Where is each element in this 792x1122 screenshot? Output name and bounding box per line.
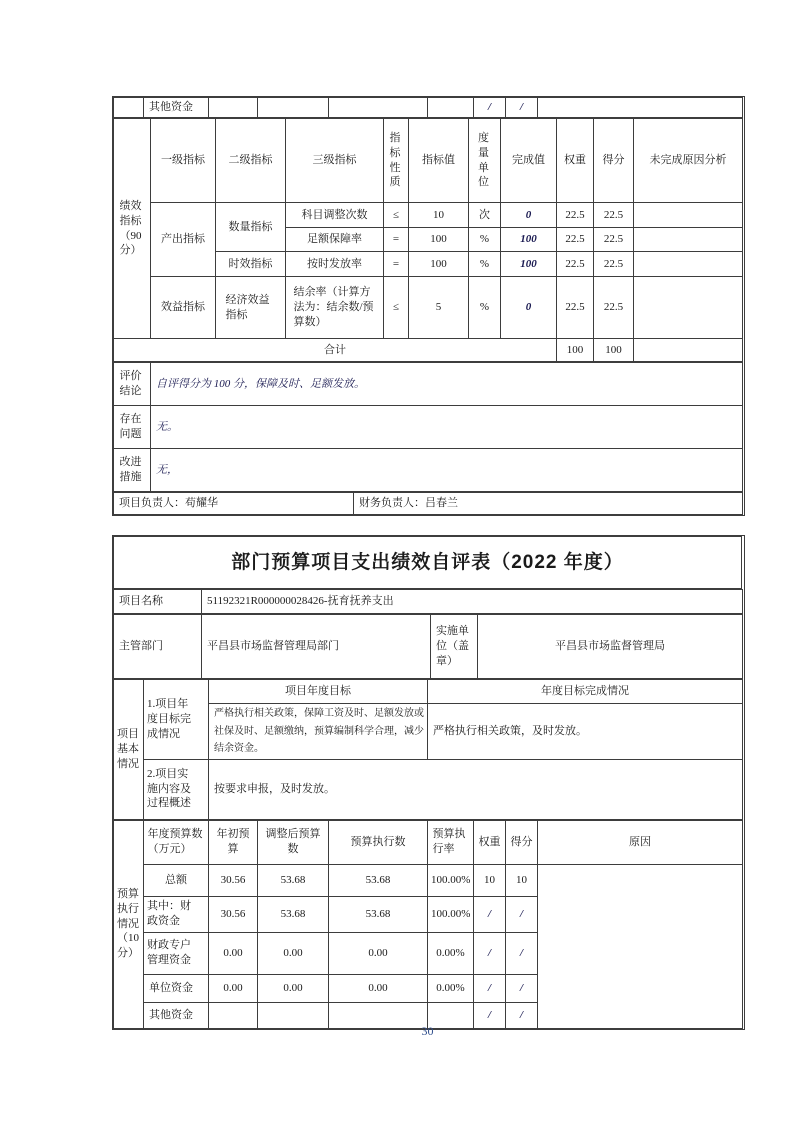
header-reason: 未完成原因分析 [634, 119, 743, 203]
project-name-label: 项目名称 [114, 590, 202, 614]
goal-text: 严格执行相关政策，保障工资及时、足额发放或社保及时、足额缴纳，预算编制科学合理，减少结余资金。 [209, 704, 428, 760]
indicator-actual: 0 [501, 277, 557, 339]
header-score: 得分 [594, 119, 634, 203]
indicator-weight: 22.5 [557, 203, 594, 228]
problems-row [114, 406, 743, 449]
budget-score: / [506, 974, 538, 1002]
indicator-row [114, 203, 743, 228]
indicator-target: 100 [409, 228, 469, 252]
indicator-name: 按时发放率 [286, 252, 384, 277]
perf-section-label: 绩效指标（90分） [114, 119, 151, 339]
goal-header: 项目年度目标 [209, 680, 428, 704]
budget-weight: / [474, 1002, 506, 1028]
project-name-band [113, 589, 743, 614]
signers-row [114, 493, 743, 515]
budget-initial: 30.56 [209, 896, 258, 932]
budget-header-weight: 权重 [474, 820, 506, 864]
selfeval-table-2022 [112, 535, 745, 1030]
budget-header-rate: 预算执行率 [428, 820, 474, 864]
done-text: 严格执行相关政策，及时发放。 [428, 704, 743, 760]
cell-empty [428, 98, 474, 118]
indicator-unit: % [469, 228, 501, 252]
header-level3: 三级指标 [286, 119, 384, 203]
budget-row-label: 总额 [144, 864, 209, 896]
budget-row-label: 单位资金 [144, 974, 209, 1002]
budget-header-annual: 年度预算数（万元） [144, 820, 209, 864]
indicator-reason [634, 252, 743, 277]
budget-rate: 0.00% [428, 974, 474, 1002]
indicator-actual: 0 [501, 203, 557, 228]
impl-content-row [114, 759, 743, 819]
budget-row-label: 其他资金 [144, 1002, 209, 1028]
indicator-name: 足额保障率 [286, 228, 384, 252]
group-output: 产出指标 [151, 203, 216, 277]
budget-adjusted: 0.00 [258, 932, 329, 974]
budget-executed: 53.68 [329, 864, 428, 896]
measures-label: 改进措施 [114, 449, 151, 492]
project-manager: 项目负责人：苟耀华 [114, 493, 354, 515]
indicator-score: 22.5 [594, 203, 634, 228]
cell-empty [634, 339, 743, 362]
indicator-actual: 100 [501, 228, 557, 252]
problems-text: 无。 [151, 406, 743, 449]
budget-row-total [114, 864, 743, 896]
budget-weight: / [474, 896, 506, 932]
budget-header-reason: 原因 [538, 820, 743, 864]
header-weight: 权重 [557, 119, 594, 203]
indicator-weight: 22.5 [557, 228, 594, 252]
budget-initial: 0.00 [209, 932, 258, 974]
conclusion-text: 自评得分为 100 分，保障及时、足额发放。 [151, 363, 743, 406]
indicator-reason [634, 228, 743, 252]
group-economic: 经济效益指标 [216, 277, 286, 339]
budget-section-label: 预算执行情况（10分） [114, 820, 144, 1028]
cell-empty [209, 98, 258, 118]
indicator-header-row [114, 119, 743, 203]
budget-score: / [506, 896, 538, 932]
indicator-unit: 次 [469, 203, 501, 228]
goal-row-label: 1.项目年度目标完成情况 [144, 680, 209, 760]
budget-score: 10 [506, 864, 538, 896]
indicator-score: 22.5 [594, 277, 634, 339]
basic-info-band [113, 679, 743, 820]
page-number: 30 [421, 1024, 434, 1038]
header-unit: 度量单位 [469, 119, 501, 203]
indicator-weight: 22.5 [557, 252, 594, 277]
conclusion-row [114, 363, 743, 406]
indicator-unit: % [469, 252, 501, 277]
department-label: 主管部门 [114, 615, 202, 679]
indicator-reason [634, 277, 743, 339]
budget-row-label: 财政专户管理资金 [144, 932, 209, 974]
signers-band [113, 492, 743, 515]
total-row [114, 339, 743, 362]
budget-adjusted: 53.68 [258, 864, 329, 896]
budget-adjusted: 0.00 [258, 974, 329, 1002]
cell-empty [329, 98, 428, 118]
impl-row-label: 2.项目实施内容及过程概述 [144, 759, 209, 819]
indicator-weight: 22.5 [557, 277, 594, 339]
budget-adjusted: 53.68 [258, 896, 329, 932]
impl-text: 按要求申报，及时发放。 [209, 759, 743, 819]
problems-label: 存在问题 [114, 406, 151, 449]
indicator-name: 科目调整次数 [286, 203, 384, 228]
total-weight: 100 [557, 339, 594, 362]
indicator-score: 22.5 [594, 252, 634, 277]
other-funds-label: 其他资金 [144, 98, 209, 118]
budget-executed: 0.00 [329, 974, 428, 1002]
title-row [114, 537, 742, 589]
summary-band [113, 362, 743, 492]
budget-score: / [506, 1002, 538, 1028]
table-title: 部门预算项目支出绩效自评表（2022 年度） [114, 537, 742, 589]
indicator-band [113, 118, 743, 362]
indicator-nature: = [384, 228, 409, 252]
other-funds-weight: / [474, 98, 506, 118]
indicator-nature: ≤ [384, 203, 409, 228]
budget-rate: 0.00% [428, 932, 474, 974]
measures-text: 无， [151, 449, 743, 492]
goal-header-row [114, 680, 743, 704]
budget-score: / [506, 932, 538, 974]
basic-section-label: 项目基本情况 [114, 680, 144, 820]
department-row [114, 615, 743, 679]
impl-unit-label: 实施单位（盖章） [431, 615, 478, 679]
budget-weight: / [474, 974, 506, 1002]
performance-self-eval-table [112, 96, 745, 516]
budget-execution-band [113, 820, 743, 1029]
header-nature: 指标性质 [384, 119, 409, 203]
budget-header-adjusted: 调整后预算数 [258, 820, 329, 864]
budget-header-initial: 年初预算 [209, 820, 258, 864]
goal-content-row [114, 704, 743, 760]
indicator-name: 结余率（计算方法为：结余数/预算数） [286, 277, 384, 339]
budget-header-executed: 预算执行数 [329, 820, 428, 864]
budget-rate: 100.00% [428, 896, 474, 932]
total-label: 合计 [114, 339, 557, 362]
indicator-target: 10 [409, 203, 469, 228]
budget-rate: 100.00% [428, 864, 474, 896]
conclusion-label: 评价结论 [114, 363, 151, 406]
project-name-row [114, 590, 743, 614]
indicator-score: 22.5 [594, 228, 634, 252]
budget-weight: 10 [474, 864, 506, 896]
prev-budget-tail-band [113, 97, 743, 118]
done-header: 年度目标完成情况 [428, 680, 743, 704]
header-target: 指标值 [409, 119, 469, 203]
header-actual: 完成值 [501, 119, 557, 203]
indicator-actual: 100 [501, 252, 557, 277]
finance-manager: 财务负责人：吕春兰 [354, 493, 743, 515]
total-score: 100 [594, 339, 634, 362]
impl-unit-value: 平昌县市场监督管理局 [478, 615, 743, 679]
budget-executed: 53.68 [329, 896, 428, 932]
other-funds-row [114, 98, 743, 118]
budget-executed: 0.00 [329, 932, 428, 974]
budget-initial: 0.00 [209, 974, 258, 1002]
budget-initial: 30.56 [209, 864, 258, 896]
budget-row-label: 其中：财政资金 [144, 896, 209, 932]
budget-header-score: 得分 [506, 820, 538, 864]
indicator-target: 5 [409, 277, 469, 339]
group-timeliness: 时效指标 [216, 252, 286, 277]
budget-header-row [114, 820, 743, 864]
header-level1: 一级指标 [151, 119, 216, 203]
budget-weight: / [474, 932, 506, 974]
cell-empty [258, 98, 329, 118]
indicator-nature: = [384, 252, 409, 277]
measures-row [114, 449, 743, 492]
header-level2: 二级指标 [216, 119, 286, 203]
department-band [113, 614, 743, 679]
indicator-reason [634, 203, 743, 228]
group-benefit: 效益指标 [151, 277, 216, 339]
indicator-target: 100 [409, 252, 469, 277]
indicator-row [114, 277, 743, 339]
indicator-unit: % [469, 277, 501, 339]
title-band [113, 536, 742, 589]
group-quantity: 数量指标 [216, 203, 286, 252]
other-funds-score: / [506, 98, 538, 118]
cell-empty [538, 98, 743, 118]
indicator-nature: ≤ [384, 277, 409, 339]
budget-reason-cell [538, 864, 743, 1028]
project-name-value: 51192321R000000028426-抚育抚养支出 [202, 590, 743, 614]
department-value: 平昌县市场监督管理局部门 [202, 615, 431, 679]
cell-empty [114, 98, 144, 118]
